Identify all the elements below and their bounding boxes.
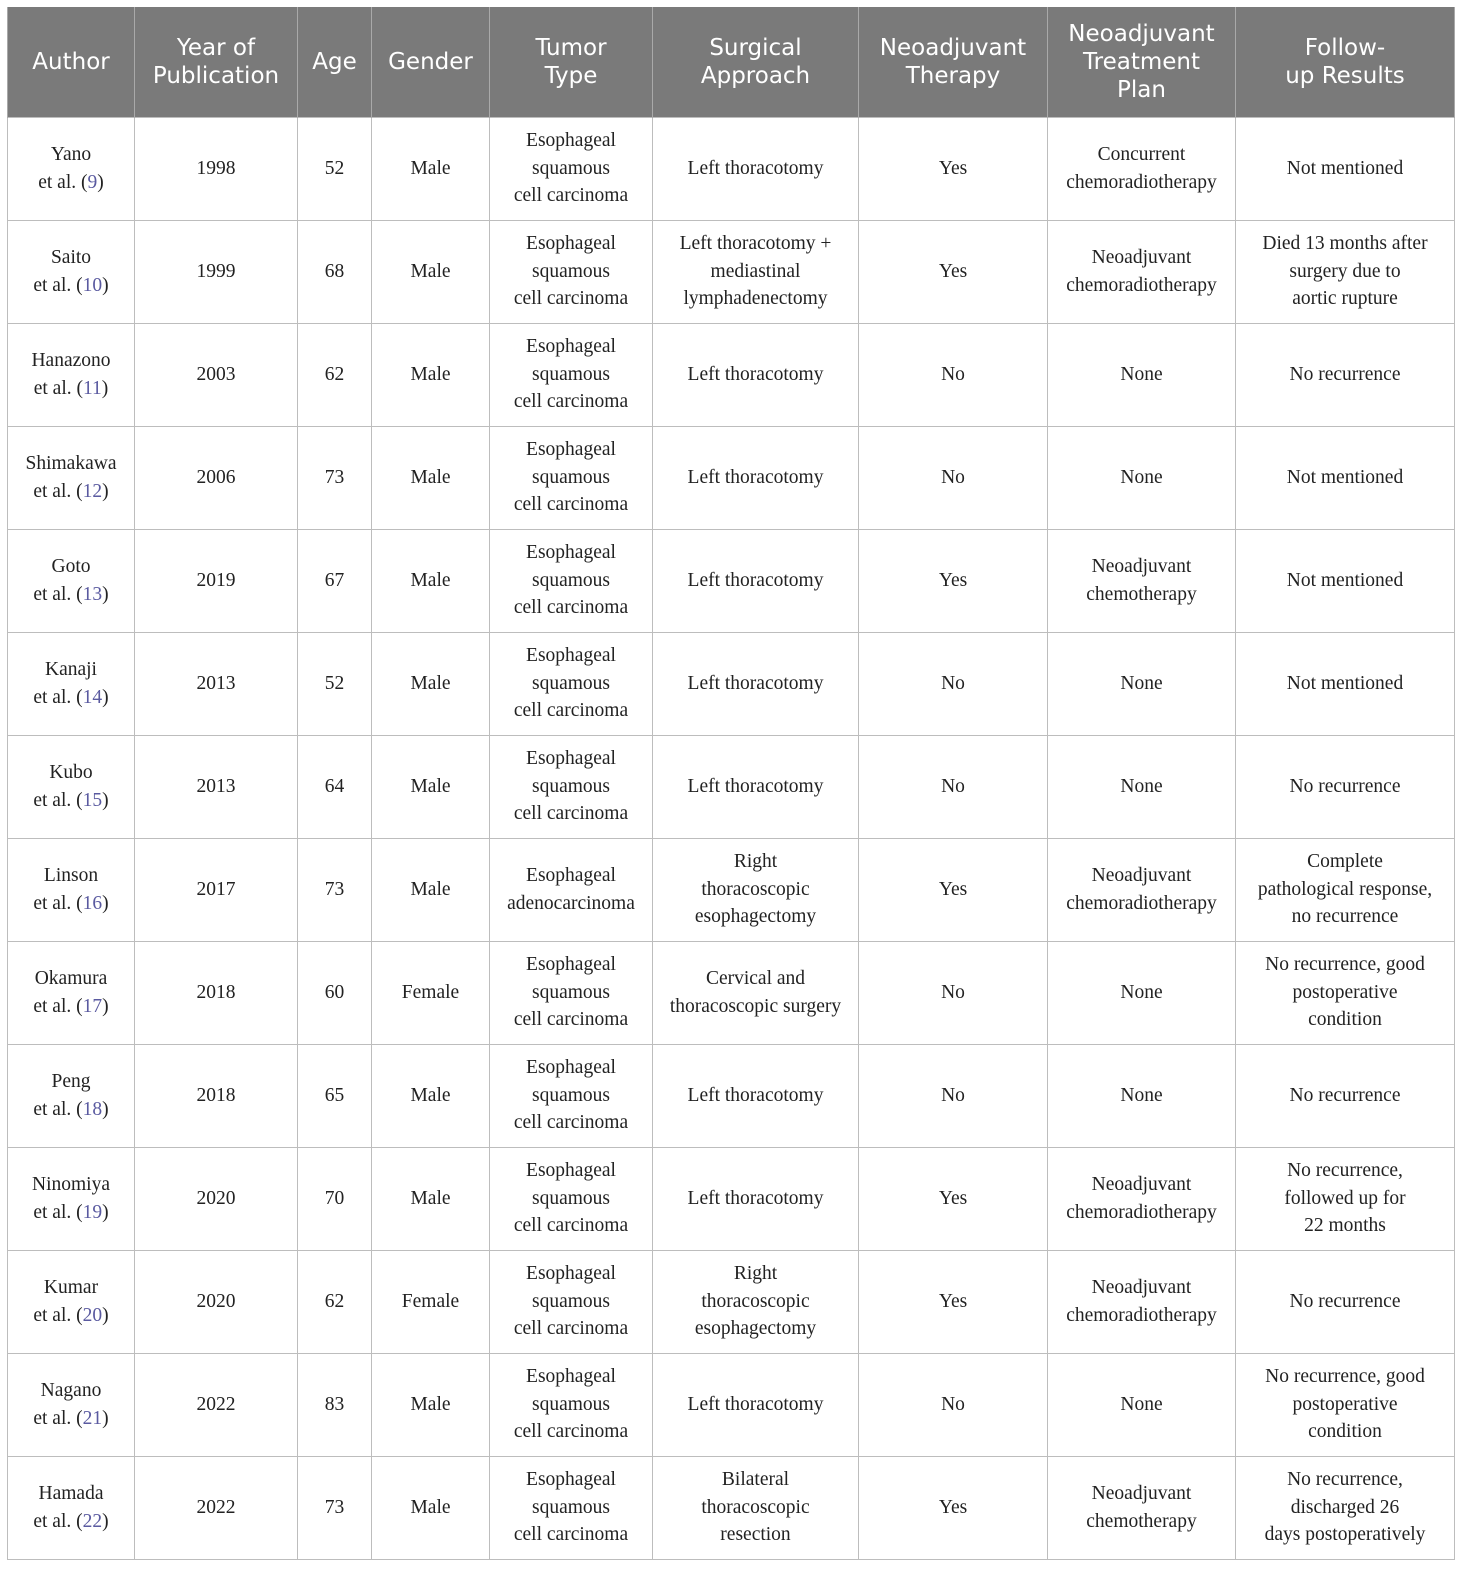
- cell-treatment-plan: Neoadjuvant chemoradiotherapy: [1048, 1147, 1236, 1250]
- cell-author: [8, 1044, 135, 1147]
- cell-follow-up: Died 13 months after surgery due to aortic rupture: [1236, 220, 1455, 323]
- cell-neoadjuvant-therapy: No: [859, 426, 1048, 529]
- header-year: Year of Publication: [135, 7, 298, 117]
- cell-neoadjuvant-therapy: Yes: [859, 1147, 1048, 1250]
- cell-tumor-type: Esophageal squamous cell carcinoma: [490, 220, 653, 323]
- cell-gender: Male: [372, 1456, 490, 1559]
- cell-tumor-type: Esophageal adenocarcinoma: [490, 838, 653, 941]
- cell-author: [8, 632, 135, 735]
- table-row: [8, 1044, 1455, 1147]
- table-row: [8, 220, 1455, 323]
- author-close: ): [102, 1407, 109, 1429]
- author-close: ): [102, 1304, 109, 1326]
- cell-follow-up: Not mentioned: [1236, 426, 1455, 529]
- author-name: Ninomiya: [32, 1174, 110, 1195]
- table-row: [8, 632, 1455, 735]
- cell-age: 62: [298, 1250, 372, 1353]
- author-close: ): [97, 171, 104, 193]
- cell-gender: Male: [372, 838, 490, 941]
- author-close: ): [102, 686, 109, 708]
- cell-treatment-plan: None: [1048, 1044, 1236, 1147]
- cell-gender: Female: [372, 1250, 490, 1353]
- author-name: Shimakawa: [25, 453, 117, 474]
- table-row: [8, 1250, 1455, 1353]
- author-name: Peng: [51, 1071, 91, 1092]
- author-name: Kubo: [49, 762, 93, 783]
- cell-age: 64: [298, 735, 372, 838]
- cell-follow-up: No recurrence, good postoperative condition: [1236, 941, 1455, 1044]
- author-etal: et al. (: [33, 789, 83, 811]
- cell-author: [8, 1250, 135, 1353]
- cell-tumor-type: Esophageal squamous cell carcinoma: [490, 1456, 653, 1559]
- cell-author: [8, 529, 135, 632]
- cell-treatment-plan: None: [1048, 735, 1236, 838]
- cell-author: [8, 941, 135, 1044]
- author-name: Nagano: [40, 1380, 102, 1401]
- reference-link[interactable]: 21: [82, 1407, 103, 1429]
- cell-surgical-approach: Bilateral thoracoscopic resection: [653, 1456, 859, 1559]
- author-close: ): [102, 892, 109, 914]
- cell-tumor-type: Esophageal squamous cell carcinoma: [490, 1147, 653, 1250]
- cell-gender: Male: [372, 1353, 490, 1456]
- cell-age: 70: [298, 1147, 372, 1250]
- cell-surgical-approach: Left thoracotomy + mediastinal lymphadenectomy: [653, 220, 859, 323]
- header-follow-up: Follow- up Results: [1236, 7, 1455, 117]
- cell-follow-up: No recurrence: [1236, 323, 1455, 426]
- reference-link[interactable]: 15: [82, 789, 103, 811]
- cell-age: 65: [298, 1044, 372, 1147]
- author-close: ): [102, 480, 109, 502]
- author-etal: et al. (: [33, 583, 83, 605]
- cell-follow-up: Not mentioned: [1236, 117, 1455, 220]
- reference-link[interactable]: 14: [82, 686, 103, 708]
- reference-link[interactable]: 12: [82, 480, 103, 502]
- cell-treatment-plan: Concurrent chemoradiotherapy: [1048, 117, 1236, 220]
- cell-author: [8, 220, 135, 323]
- cell-tumor-type: Esophageal squamous cell carcinoma: [490, 323, 653, 426]
- cell-follow-up: Complete pathological response, no recurrence: [1236, 838, 1455, 941]
- cell-age: 62: [298, 323, 372, 426]
- cell-year: 2003: [135, 323, 298, 426]
- table-row: [8, 735, 1455, 838]
- reference-link[interactable]: 10: [82, 274, 103, 296]
- cell-treatment-plan: Neoadjuvant chemoradiotherapy: [1048, 838, 1236, 941]
- cell-tumor-type: Esophageal squamous cell carcinoma: [490, 117, 653, 220]
- author-close: ): [102, 583, 109, 605]
- cell-age: 83: [298, 1353, 372, 1456]
- reference-link[interactable]: 11: [82, 377, 102, 399]
- cell-gender: Male: [372, 426, 490, 529]
- cell-tumor-type: Esophageal squamous cell carcinoma: [490, 1353, 653, 1456]
- cell-author: [8, 1147, 135, 1250]
- author-etal: et al. (: [38, 171, 88, 193]
- reference-link[interactable]: 18: [82, 1098, 103, 1120]
- cell-surgical-approach: Left thoracotomy: [653, 735, 859, 838]
- cell-follow-up: No recurrence: [1236, 1250, 1455, 1353]
- header-neoadjuvant-therapy: Neoadjuvant Therapy: [859, 7, 1048, 117]
- cell-surgical-approach: Left thoracotomy: [653, 529, 859, 632]
- author-close: ): [102, 274, 109, 296]
- cell-surgical-approach: Left thoracotomy: [653, 117, 859, 220]
- author-name: Hamada: [38, 1483, 104, 1504]
- table-header-row: [8, 7, 1455, 117]
- cell-gender: Male: [372, 632, 490, 735]
- cell-neoadjuvant-therapy: No: [859, 941, 1048, 1044]
- author-etal: et al. (: [33, 1510, 83, 1532]
- header-author: Author: [8, 7, 135, 117]
- cell-gender: Male: [372, 220, 490, 323]
- author-close: ): [102, 1510, 109, 1532]
- author-close: ): [102, 995, 109, 1017]
- cell-treatment-plan: None: [1048, 632, 1236, 735]
- cell-surgical-approach: Left thoracotomy: [653, 1044, 859, 1147]
- cell-follow-up: No recurrence: [1236, 735, 1455, 838]
- table-row: [8, 838, 1455, 941]
- case-table-container: [7, 7, 1454, 1560]
- author-name: Okamura: [34, 968, 108, 989]
- cell-follow-up: No recurrence, good postoperative condition: [1236, 1353, 1455, 1456]
- cell-gender: Male: [372, 529, 490, 632]
- author-etal: et al. (: [33, 1407, 83, 1429]
- cell-year: 2022: [135, 1353, 298, 1456]
- cell-neoadjuvant-therapy: Yes: [859, 1456, 1048, 1559]
- cell-surgical-approach: Right thoracoscopic esophagectomy: [653, 838, 859, 941]
- header-age: Age: [298, 7, 372, 117]
- table-row: [8, 941, 1455, 1044]
- header-tumor-type: Tumor Type: [490, 7, 653, 117]
- cell-tumor-type: Esophageal squamous cell carcinoma: [490, 735, 653, 838]
- cell-neoadjuvant-therapy: No: [859, 632, 1048, 735]
- cell-gender: Male: [372, 323, 490, 426]
- cell-follow-up: No recurrence, followed up for 22 months: [1236, 1147, 1455, 1250]
- cell-age: 67: [298, 529, 372, 632]
- cell-treatment-plan: None: [1048, 1353, 1236, 1456]
- reference-link[interactable]: 13: [82, 583, 103, 605]
- cell-age: 73: [298, 838, 372, 941]
- cell-tumor-type: Esophageal squamous cell carcinoma: [490, 1044, 653, 1147]
- cell-neoadjuvant-therapy: No: [859, 323, 1048, 426]
- cell-year: 1998: [135, 117, 298, 220]
- reference-link[interactable]: 16: [82, 892, 103, 914]
- cell-year: 2019: [135, 529, 298, 632]
- cell-surgical-approach: Left thoracotomy: [653, 1147, 859, 1250]
- cell-author: [8, 838, 135, 941]
- cell-neoadjuvant-therapy: Yes: [859, 838, 1048, 941]
- cell-tumor-type: Esophageal squamous cell carcinoma: [490, 632, 653, 735]
- cell-gender: Female: [372, 941, 490, 1044]
- author-close: ): [102, 1201, 109, 1223]
- cell-neoadjuvant-therapy: Yes: [859, 529, 1048, 632]
- cell-gender: Male: [372, 735, 490, 838]
- reference-link[interactable]: 9: [87, 171, 98, 193]
- cell-year: 2006: [135, 426, 298, 529]
- author-etal: et al. (: [33, 274, 83, 296]
- author-etal: et al. (: [33, 480, 83, 502]
- cell-year: 2018: [135, 941, 298, 1044]
- reference-link[interactable]: 17: [82, 995, 103, 1017]
- table-row: [8, 1456, 1455, 1559]
- cell-follow-up: Not mentioned: [1236, 632, 1455, 735]
- cell-year: 2013: [135, 735, 298, 838]
- table-row: [8, 426, 1455, 529]
- cell-tumor-type: Esophageal squamous cell carcinoma: [490, 941, 653, 1044]
- author-close: ): [101, 377, 109, 399]
- cell-neoadjuvant-therapy: No: [859, 1353, 1048, 1456]
- cell-neoadjuvant-therapy: Yes: [859, 220, 1048, 323]
- cell-surgical-approach: Left thoracotomy: [653, 632, 859, 735]
- cell-treatment-plan: None: [1048, 323, 1236, 426]
- cell-age: 60: [298, 941, 372, 1044]
- cell-treatment-plan: None: [1048, 941, 1236, 1044]
- cell-age: 52: [298, 117, 372, 220]
- cell-surgical-approach: Cervical and thoracoscopic surgery: [653, 941, 859, 1044]
- cell-author: [8, 323, 135, 426]
- cell-treatment-plan: Neoadjuvant chemoradiotherapy: [1048, 1250, 1236, 1353]
- author-etal: et al. (: [33, 1201, 83, 1223]
- author-etal: et al. (: [33, 686, 83, 708]
- cell-surgical-approach: Right thoracoscopic esophagectomy: [653, 1250, 859, 1353]
- reference-link[interactable]: 19: [82, 1201, 103, 1223]
- reference-link[interactable]: 22: [82, 1510, 103, 1532]
- cell-author: [8, 426, 135, 529]
- header-treatment-plan: Neoadjuvant Treatment Plan: [1048, 7, 1236, 117]
- author-etal: et al. (: [33, 1304, 83, 1326]
- cell-follow-up: Not mentioned: [1236, 529, 1455, 632]
- cell-author: [8, 117, 135, 220]
- cell-year: 1999: [135, 220, 298, 323]
- author-etal: et al. (: [33, 1098, 83, 1120]
- cell-neoadjuvant-therapy: No: [859, 1044, 1048, 1147]
- cell-treatment-plan: Neoadjuvant chemotherapy: [1048, 1456, 1236, 1559]
- header-gender: Gender: [372, 7, 490, 117]
- cell-author: [8, 1456, 135, 1559]
- cell-surgical-approach: Left thoracotomy: [653, 323, 859, 426]
- cell-treatment-plan: Neoadjuvant chemotherapy: [1048, 529, 1236, 632]
- header-surgical-approach: Surgical Approach: [653, 7, 859, 117]
- case-reports-table: [7, 7, 1455, 1560]
- author-close: ): [102, 1098, 109, 1120]
- cell-age: 68: [298, 220, 372, 323]
- author-close: ): [102, 789, 109, 811]
- cell-neoadjuvant-therapy: No: [859, 735, 1048, 838]
- cell-surgical-approach: Left thoracotomy: [653, 1353, 859, 1456]
- table-row: [8, 323, 1455, 426]
- table-row: [8, 1353, 1455, 1456]
- author-name: Goto: [51, 556, 91, 577]
- author-name: Kanaji: [45, 659, 97, 680]
- cell-age: 73: [298, 426, 372, 529]
- cell-author: [8, 735, 135, 838]
- table-row: [8, 529, 1455, 632]
- author-name: Yano: [50, 144, 92, 165]
- cell-follow-up: No recurrence, discharged 26 days postoperatively: [1236, 1456, 1455, 1559]
- author-name: Saito: [50, 247, 92, 268]
- cell-author: [8, 1353, 135, 1456]
- cell-age: 73: [298, 1456, 372, 1559]
- cell-gender: Male: [372, 117, 490, 220]
- cell-treatment-plan: Neoadjuvant chemoradiotherapy: [1048, 220, 1236, 323]
- author-name: Hanazono: [31, 350, 111, 371]
- cell-tumor-type: Esophageal squamous cell carcinoma: [490, 1250, 653, 1353]
- cell-year: 2013: [135, 632, 298, 735]
- cell-year: 2022: [135, 1456, 298, 1559]
- cell-year: 2018: [135, 1044, 298, 1147]
- author-etal: et al. (: [33, 995, 83, 1017]
- author-etal: et al. (: [33, 892, 83, 914]
- author-name: Kumar: [43, 1277, 99, 1298]
- cell-follow-up: No recurrence: [1236, 1044, 1455, 1147]
- table-row: [8, 117, 1455, 220]
- reference-link[interactable]: 20: [82, 1304, 103, 1326]
- author-etal: et al. (: [33, 377, 83, 399]
- cell-surgical-approach: Left thoracotomy: [653, 426, 859, 529]
- cell-neoadjuvant-therapy: Yes: [859, 1250, 1048, 1353]
- cell-neoadjuvant-therapy: Yes: [859, 117, 1048, 220]
- cell-year: 2017: [135, 838, 298, 941]
- cell-treatment-plan: None: [1048, 426, 1236, 529]
- author-name: Linson: [43, 865, 99, 886]
- cell-year: 2020: [135, 1147, 298, 1250]
- cell-year: 2020: [135, 1250, 298, 1353]
- cell-gender: Male: [372, 1147, 490, 1250]
- cell-age: 52: [298, 632, 372, 735]
- table-row: [8, 1147, 1455, 1250]
- cell-tumor-type: Esophageal squamous cell carcinoma: [490, 426, 653, 529]
- cell-tumor-type: Esophageal squamous cell carcinoma: [490, 529, 653, 632]
- cell-gender: Male: [372, 1044, 490, 1147]
